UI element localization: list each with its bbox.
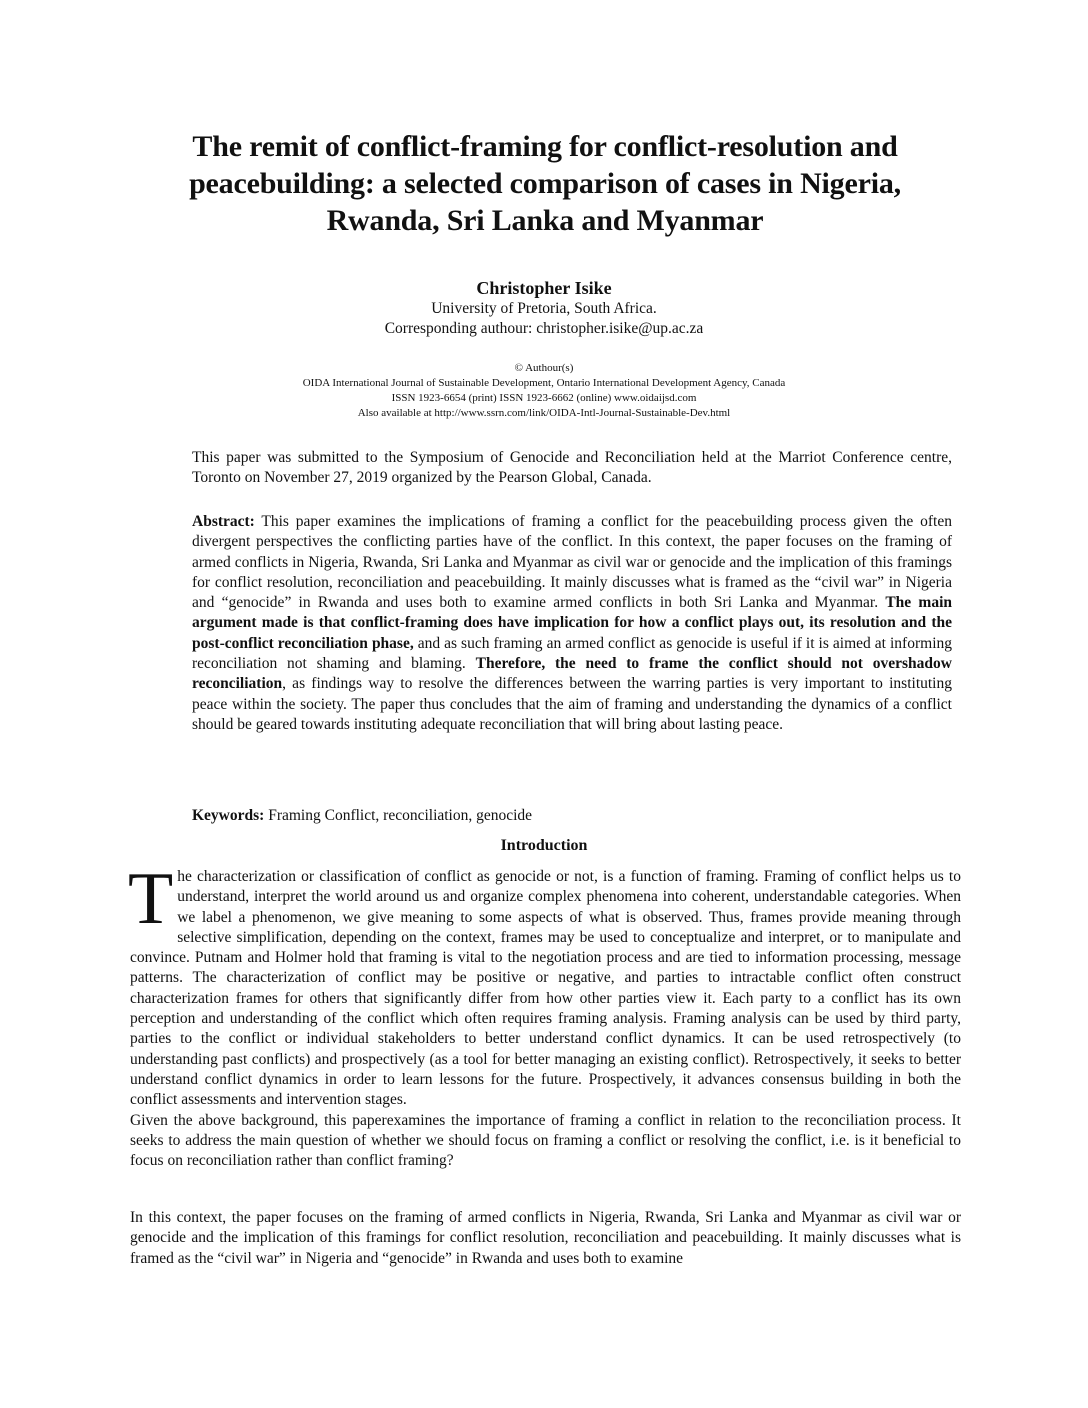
abstract bbox=[192, 512, 952, 735]
introduction-body bbox=[128, 858, 961, 1171]
availability-line: Also available at http://www.ssrn.com/link/OIDA-Intl-Journal-Sustainable-Dev.html bbox=[357, 407, 731, 419]
issn-line: ISSN 1923-6654 (print) ISSN 1923-6662 (online) www.oidaijsd.com bbox=[391, 392, 697, 404]
journal-line: OIDA International Journal of Sustainable Development, Ontario International Development Agency, Canada bbox=[302, 377, 786, 389]
corresponding-author: Corresponding authour: christopher.isike@up.ac.za bbox=[384, 320, 704, 337]
introduction-paragraph-1: he characterization or classification of conflict as genocide or not, is a function of framing. Framing of conflict helps us to understand, interpret the world around us and organize complex phenomena into coherent, understandable categories. When we label a phenomenon, we give meaning to some aspects of what is observed. Thus, frames provide meaning through selective simplification, depending on the context, frames may be used to conceptualize and interpret, or to manipulate and convince. Putnam and Holmer hold that framing is vital to the negotiation process and are tied to information processing, message patterns. The characterization of conflict may be positive or negative, and parties to intractable conflict often construct characterization frames for others that significantly differ from how other parties view it. Each party to a conflict has its own perception and understanding of the conflict which often requires framing analysis. Framing analysis can be used by third party, parties to the conflict or individual stakeholders to better understand conflict dynamics. It can be used retrospectively (to understanding past conflicts) and prospectively (as a tool for better managing an existing conflict). Retrospectively, it seeks to better understand conflict dynamics in order to learn lessons for the future. Prospectively, it advances consensus building in both the conflict assessments and intervention stages. bbox=[130, 868, 961, 1109]
introduction-paragraph-2: Given the above background, this paperexamines the importance of framing a conflict in relation to the reconciliation process. It seeks to address the main question of whether we should focus on framing a conflict or resolving the conflict, i.e. is it beneficial to focus on reconciliation rather than conflict framing? bbox=[130, 1111, 961, 1170]
abstract-bold-1: The main argument made is that conflict-framing does have implication for how a conflict plays out, its resolution and the post-conflict reconciliation phase, bbox=[192, 594, 952, 652]
introduction-paragraph-3: In this context, the paper focuses on the framing of armed conflicts in Nigeria, Rwanda, Sri Lanka and Myanmar as civil war or genocide and the implication of this framings for conflict resolution, reconciliation and peacebuilding. It mainly discusses what is framed as the “civil war” in Nigeria and “genocide” in Rwanda and uses both to examine bbox=[130, 1209, 961, 1267]
copyright-line: © Authour(s) bbox=[514, 362, 574, 374]
keywords-value: Framing Conflict, reconciliation, genocide bbox=[264, 807, 533, 824]
author-affiliation: University of Pretoria, South Africa. bbox=[431, 300, 657, 317]
abstract-label: Abstract: bbox=[192, 513, 255, 530]
abstract-bold-2: Therefore, the need to frame the conflict should not overshadow reconciliation bbox=[192, 655, 952, 693]
abstract-text-3: , as findings way to resolve the differences between the warring parties is very important to instituting peace within the society. The paper thus concludes that the aim of framing and understanding the dynamics of a conflict should be geared towards instituting adequate reconciliation that will bring about lasting peace. bbox=[192, 675, 952, 733]
submission-note: This paper was submitted to the Symposium of Genocide and Reconciliation held at the Marriot Conference centre, Toronto on November 27, 2019 organized by the Pearson Global, Canada. bbox=[192, 449, 952, 487]
author-name: Christopher Isike bbox=[476, 278, 612, 298]
drop-cap: T bbox=[128, 858, 174, 940]
paper-title: The remit of conflict-framing for conflict-resolution and peacebuilding: a selected comparison of cases in Nigeria, Rwanda, Sri Lanka and Myanmar bbox=[189, 130, 901, 237]
introduction-heading: Introduction bbox=[500, 837, 588, 854]
abstract-text-2: and as such framing an armed conflict as genocide is useful if it is aimed at informing reconciliation not shaming and blaming. bbox=[192, 634, 952, 673]
keywords-label: Keywords: bbox=[192, 807, 265, 824]
abstract-text-1: This paper examines the implications of framing a conflict for the peacebuilding process given the often divergent perspectives the conflicting parties have of the conflict. In this context, the paper focuses on the framing of armed conflicts in Nigeria, Rwanda, Sri Lanka and Myanmar as civil war or genocide and the implication of this framings for conflict resolution, reconciliation and peacebuilding. It mainly discusses what is framed as the “civil war” in Nigeria and “genocide” in Rwanda and uses both to examine armed conflicts in both Sri Lanka and Myanmar. bbox=[192, 513, 952, 612]
keywords bbox=[192, 806, 952, 826]
